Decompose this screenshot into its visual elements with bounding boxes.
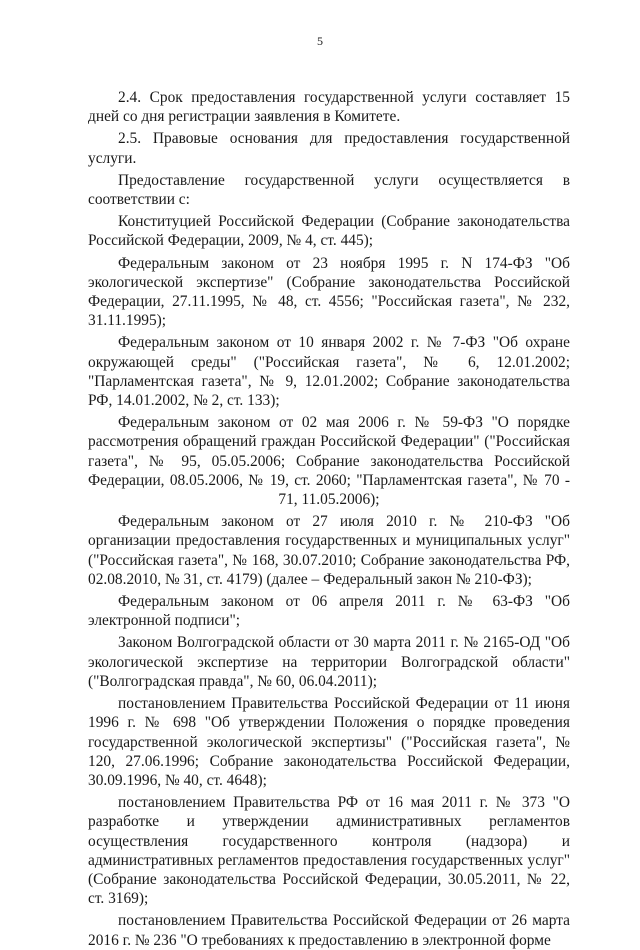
paragraph-law-2165: Законом Волгоградской области от 30 марта 2011 г. № 2165-ОД "Об экологической экспертизе на территории Волгоградской области" ("Волгоградская правда", № 60, 06.04.2011); bbox=[88, 634, 570, 690]
paragraph-resolution-698: постановлением Правительства Российской Федерации от 11 июня 1996 г. № 698 "Об утверждении Положения о порядке проведения государственной экологической экспертизы" ("Российская газета", № 120, 27.06.1996; Собрание законодательства Российской Федерации, 30.09.1996, № 40, ст. 4648); bbox=[88, 695, 570, 789]
paragraph-law-210: Федеральным законом от 27 июля 2010 г. № 210-ФЗ "Об организации предоставления государственных и муниципальных услуг" ("Российская газета", № 168, 30.07.2010; Собрание законодательства РФ, 02.08.2010, № 31, ст. 4179) (далее – Федеральный закон № 210-ФЗ); bbox=[88, 513, 570, 588]
paragraph-intro: Предоставление государственной услуги осуществляется в соответствии с: bbox=[88, 171, 570, 209]
paragraph-law-59: Федеральным законом от 02 мая 2006 г. № 59-ФЗ "О порядке рассмотрения обращений граждан Российской Федерации" ("Российская газета", № 95, 05.05.2006; Собрание законодательства Российской Федерации, 08.05.2006, № 19, ст. 2060; "Парламентская газета", № 70 - 71, 11.05.2006); bbox=[88, 414, 570, 509]
paragraph-law-63: Федеральным законом от 06 апреля 2011 г. № 63-ФЗ "Об электронной подписи"; bbox=[88, 593, 570, 630]
paragraph-law-174: Федеральным законом от 23 ноября 1995 г. N 174-ФЗ "Об экологической экспертизе" (Собрание законодательства Российской Федерации, 27.11.1995, № 48, ст. 4556; "Российская газета", № 232, 31.11.1995); bbox=[88, 254, 570, 330]
paragraph-constitution: Конституцией Российской Федерации (Собрание законодательства Российской Федерации, 2009, № 4, ст. 445); bbox=[88, 213, 570, 250]
paragraph-resolution-373: постановлением Правительства РФ от 16 мая 2011 г. № 373 "О разработке и утверждении административных регламентов осуществления государственного контроля (надзора) и административных регламентов предоставления государственных услуг" (Собрание законодательства Российской Федерации, 30.05.2011, № 22, ст. 3169); bbox=[88, 794, 570, 908]
page-number: 5 bbox=[317, 34, 323, 48]
paragraph-2-5: 2.5. Правовые основания для предоставления государственной услуги. bbox=[88, 130, 570, 167]
paragraph-2-4: 2.4. Срок предоставления государственной услуги составляет 15 дней со дня регистрации заявления в Комитете. bbox=[88, 89, 570, 126]
document-body bbox=[88, 88, 570, 950]
paragraph-resolution-236: постановлением Правительства Российской Федерации от 26 марта 2016 г. № 236 "О требованиях к предоставлению в электронной форме bbox=[88, 912, 570, 949]
paragraph-law-7: Федеральным законом от 10 января 2002 г. № 7-ФЗ "Об охране окружающей среды" ("Российская газета", № 6, 12.01.2002; "Парламентская газета", № 9, 12.01.2002; Собрание законодательства РФ, 14.01.2002, № 2, ст. 133); bbox=[88, 334, 570, 410]
